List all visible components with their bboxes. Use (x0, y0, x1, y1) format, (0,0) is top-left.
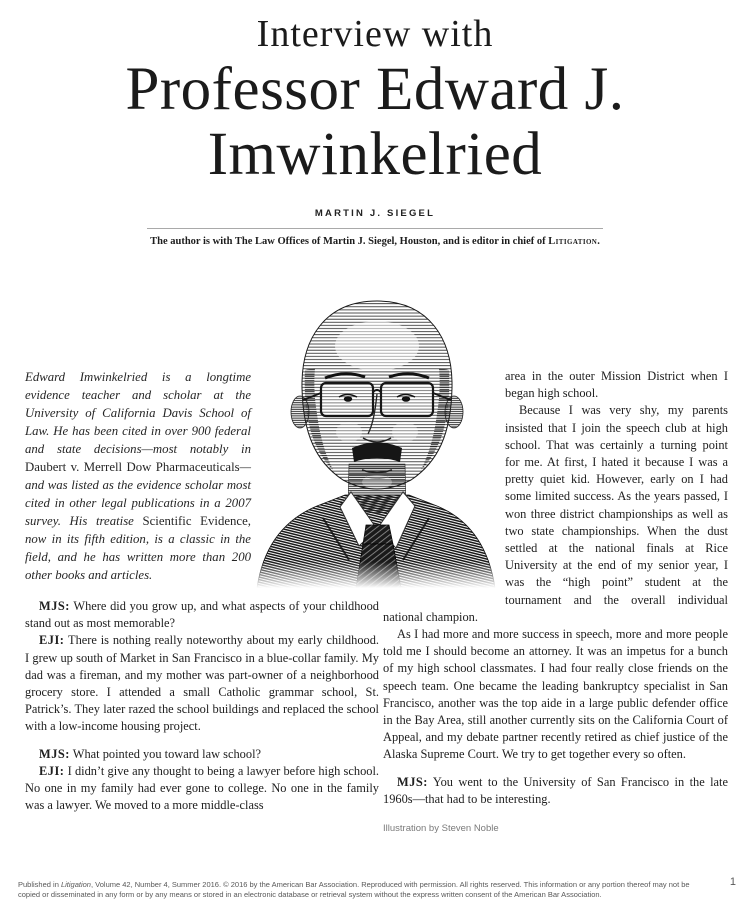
intro-text-2: —and was listed as the evidence scholar most cited in other legal publications in a 2007 survey. His treatise (25, 460, 251, 528)
speaker-label: EJI: (39, 763, 65, 778)
speaker-label: MJS: (397, 774, 428, 789)
answer-paragraph (25, 763, 379, 815)
article-title (0, 58, 750, 187)
answer-text: I didn’t give any thought to being a lawyer before high school. No one in my family had ever gone to college. No one in the family was a lawyer. We moved to a more middle-class (25, 763, 379, 813)
intro-text: Edward Imwinkelried is a longtime evidence teacher and scholar at the University of California Davis School of Law. He has been cited in over 900 federal and state decisions—most notably in (25, 370, 251, 456)
left-column (25, 368, 379, 814)
question-paragraph (25, 746, 379, 763)
byline: MARTIN J. SIEGEL (314, 208, 436, 220)
body-paragraph: As I had more and more success in speech, more and more people told me I should become an attorney. It was an impetus for a bunch of my high school classmates. I had four really close friends on the speech team. One became the leading bankruptcy specialist in San Francisco, another was the top aide in a large public defender office in the Bay Area, still another currently sits on the California Court of Appeal, and my debate partner recently retired as chief justice of the Alaska Supreme Court. We try to get together every so often. (383, 627, 728, 762)
footer-text-2: , Volume 42, Number 4, Summer 2016. © 2016 by the American Bar Association. Reproduced with permission. All rights reserved. This information or any portion thereof may not be copied or disseminated in any form or by any means or stored in an electronic database or retrieval system without the express written consent of the American Bar Association. (18, 880, 690, 899)
speaker-label: MJS: (39, 599, 70, 613)
footer-text: Published in (18, 880, 61, 889)
speaker-label: EJI: (39, 633, 65, 648)
illustration-credit: Illustration by Steven Noble (383, 823, 499, 835)
copyright-footer (18, 880, 694, 900)
page-number: 1 (729, 876, 736, 888)
speaker-label: MJS: (39, 746, 70, 761)
case-citation: Daubert v. Merrell Dow Pharmaceuticals (25, 460, 240, 474)
answer-text: There is nothing really noteworthy about my early childhood. I grew up south of Market in San Francisco in a blue-collar family. My dad was a fireman, and my mother was part-owner of a neighborhood grocery store. I attended a small Catholic grammar school, St. Patrick’s. They later razed the school buildings and replaced the school with a low-income housing project. (25, 633, 380, 734)
treatise-title: Scientific Evidence, (142, 514, 251, 528)
footer-journal-name: Litigation (60, 880, 91, 889)
continuation-paragraph: area in the outer Mission District when I began high school. (505, 369, 728, 401)
author-note-period: . (597, 236, 600, 248)
question-paragraph (25, 598, 379, 632)
intro-paragraph (25, 368, 251, 584)
intro-text-3: now in its fifth edition, is a classic in the field, and he has written more than 200 other books and articles. (25, 532, 251, 582)
article-header (0, 0, 750, 247)
byline-rule (147, 228, 603, 229)
title-line-1: Professor Edward J. (125, 56, 625, 123)
question-text: What pointed you toward law school? (72, 746, 262, 761)
body-paragraph: Because I was very shy, my parents insisted that I join the speech club at high school. That was certainly a turning point for me. At first, I hated it because I was a pretty quiet kid. However, early on I had some limited success. As the years passed, I won three district championships as well as two state championships. When the dust settled at the national finals at Rice University at the end of my senior year, I was the “high point” student at the tournament and the overall individual national champion. (383, 403, 728, 624)
journal-name: Litigation (548, 236, 598, 248)
author-note-text: The author is with The Law Offices of Martin J. Siegel, Houston, and is editor in chief of (150, 236, 549, 248)
question-text: You went to the University of San Francisco in the late 1960s—that had to be interesting. (383, 774, 728, 806)
portrait-wrap-spacer (383, 368, 505, 592)
author-note (0, 236, 750, 247)
question-paragraph (383, 774, 728, 808)
article-kicker: Interview with (256, 13, 494, 55)
right-column (383, 368, 728, 837)
title-line-2: Imwinkelried (207, 120, 543, 188)
answer-paragraph (25, 632, 379, 735)
question-text: Where did you grow up, and what aspects of your childhood stand out as most memorable? (25, 599, 379, 631)
